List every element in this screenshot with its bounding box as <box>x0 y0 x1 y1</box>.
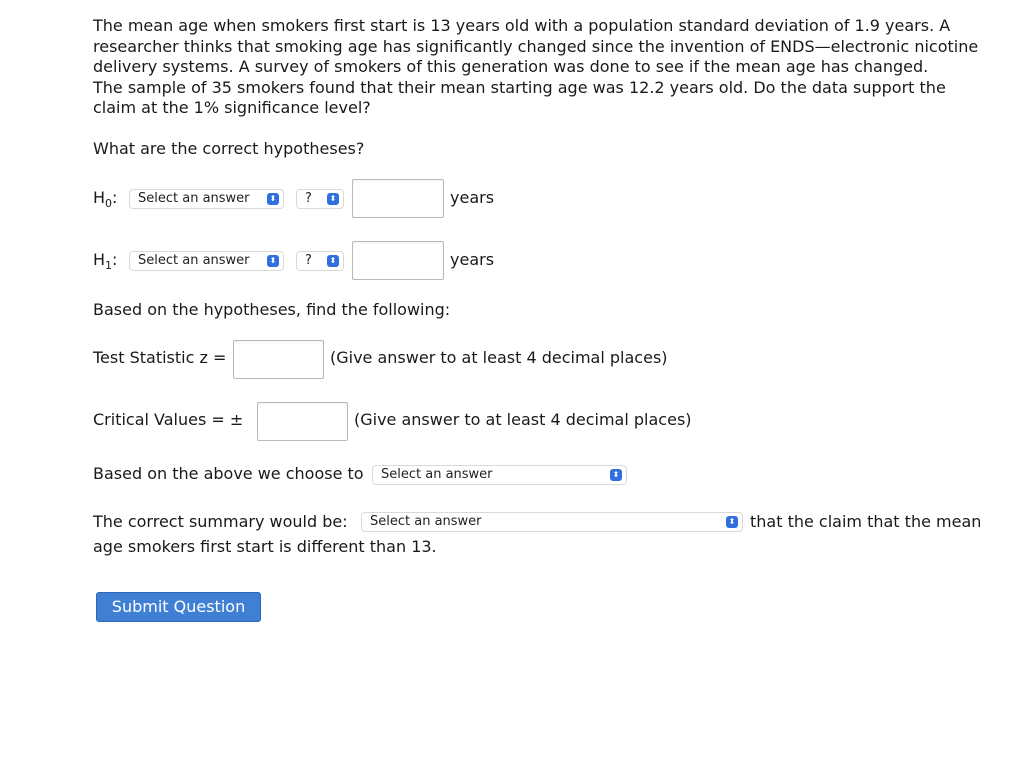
chevron-updown-icon: ⬍ <box>610 469 622 481</box>
find-prompt: Based on the hypotheses, find the following: <box>93 300 451 319</box>
h1-unit: years <box>450 250 495 269</box>
h0-parameter-select[interactable]: Select an answer ⬍ <box>129 189 284 209</box>
h0-operator-select[interactable]: ? ⬍ <box>296 189 344 209</box>
summary-select[interactable]: Select an answer ⬍ <box>361 512 743 532</box>
h1-operator-select[interactable]: ? ⬍ <box>296 251 344 271</box>
problem-line: claim at the 1% significance level? <box>93 98 371 118</box>
problem-line: The mean age when smokers first start is 13 years old with a population standard deviation of 1.9 years. A <box>93 16 951 35</box>
h1-value-input[interactable] <box>352 241 444 280</box>
chevron-updown-icon: ⬍ <box>267 193 279 205</box>
summary-label: The correct summary would be: <box>93 512 348 531</box>
choose-label: Based on the above we choose to <box>93 464 364 483</box>
summary-tail: that the claim that the mean <box>750 512 982 531</box>
hypotheses-prompt: What are the correct hypotheses? <box>93 139 365 158</box>
h0-value-input[interactable] <box>352 179 444 218</box>
test-statistic-label: Test Statistic z = <box>93 348 227 367</box>
chevron-updown-icon: ⬍ <box>327 255 339 267</box>
summary-tail-line2: age smokers first start is different than 13. <box>93 537 437 556</box>
critical-values-input[interactable] <box>257 402 348 441</box>
chevron-updown-icon: ⬍ <box>327 193 339 205</box>
chevron-updown-icon: ⬍ <box>267 255 279 267</box>
h0-label: $H_0$: <box>93 188 118 210</box>
test-statistic-hint: (Give answer to at least 4 decimal places) <box>330 348 668 367</box>
decision-select[interactable]: Select an answer ⬍ <box>372 465 627 485</box>
h1-parameter-select[interactable]: Select an answer ⬍ <box>129 251 284 271</box>
test-statistic-input[interactable] <box>233 340 324 379</box>
problem-statement <box>93 16 993 119</box>
critical-values-label: Critical Values = ± <box>93 410 244 429</box>
problem-line: The sample of 35 smokers found that their mean starting age was 12.2 years old. Do the data support the <box>93 77 946 97</box>
problem-line: delivery systems. A survey of smokers of this generation was done to see if the mean age has changed. <box>93 57 929 77</box>
critical-values-hint: (Give answer to at least 4 decimal places) <box>354 410 692 429</box>
chevron-updown-icon: ⬍ <box>726 516 738 528</box>
problem-line: researcher thinks that smoking age has significantly changed since the invention of ENDS—electronic nicotine <box>93 36 979 56</box>
h0-unit: years <box>450 188 495 207</box>
h1-label: $H_1$: <box>93 250 118 272</box>
submit-question-button[interactable]: Submit Question <box>96 592 261 622</box>
